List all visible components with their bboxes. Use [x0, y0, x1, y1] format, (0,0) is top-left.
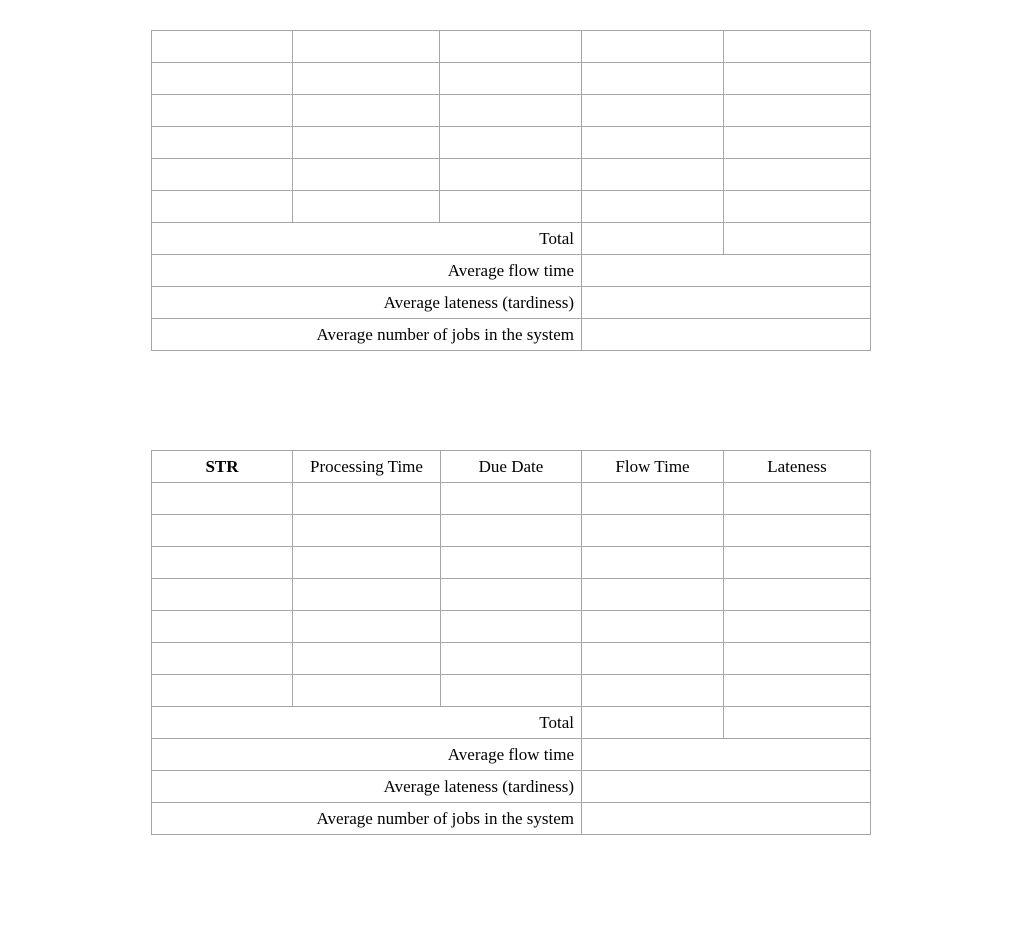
average-flow-time-row	[152, 739, 871, 771]
flow-time-cell[interactable]	[582, 31, 724, 63]
average-flow-time-label: Average flow time	[152, 739, 582, 771]
processing-time-cell[interactable]	[293, 611, 441, 643]
average-jobs-label: Average number of jobs in the system	[152, 319, 582, 351]
flow-time-cell[interactable]	[582, 95, 724, 127]
rule-cell[interactable]	[152, 159, 293, 191]
table-row	[152, 127, 871, 159]
processing-time-cell[interactable]	[293, 31, 440, 63]
flow-time-cell[interactable]	[582, 127, 724, 159]
rule-cell[interactable]	[152, 515, 293, 547]
processing-time-cell[interactable]	[293, 675, 441, 707]
lateness-total-cell[interactable]	[724, 223, 871, 255]
lateness-cell[interactable]	[724, 483, 871, 515]
rule-cell[interactable]	[152, 191, 293, 223]
flow-time-cell[interactable]	[582, 483, 724, 515]
table-row	[152, 191, 871, 223]
due-date-cell[interactable]	[440, 63, 582, 95]
average-lateness-row	[152, 287, 871, 319]
table-row	[152, 547, 871, 579]
processing-time-cell[interactable]	[293, 643, 441, 675]
header-lateness: Lateness	[724, 451, 871, 483]
processing-time-cell[interactable]	[293, 483, 441, 515]
processing-time-cell[interactable]	[293, 547, 441, 579]
rule-cell[interactable]	[152, 483, 293, 515]
schedule-table-2	[151, 450, 871, 835]
table-row	[152, 579, 871, 611]
rule-cell[interactable]	[152, 611, 293, 643]
lateness-cell[interactable]	[724, 191, 871, 223]
flow-time-total-cell[interactable]	[582, 707, 724, 739]
average-lateness-label: Average lateness (tardiness)	[152, 287, 582, 319]
due-date-cell[interactable]	[441, 675, 582, 707]
average-flow-time-row	[152, 255, 871, 287]
flow-time-cell[interactable]	[582, 159, 724, 191]
header-flow-time: Flow Time	[582, 451, 724, 483]
flow-time-cell[interactable]	[582, 63, 724, 95]
table-row	[152, 643, 871, 675]
lateness-cell[interactable]	[724, 611, 871, 643]
average-jobs-cell[interactable]	[582, 803, 871, 835]
flow-time-cell[interactable]	[582, 547, 724, 579]
flow-time-cell[interactable]	[582, 191, 724, 223]
total-row	[152, 223, 871, 255]
flow-time-cell[interactable]	[582, 643, 724, 675]
due-date-cell[interactable]	[440, 95, 582, 127]
flow-time-cell[interactable]	[582, 579, 724, 611]
processing-time-cell[interactable]	[293, 191, 440, 223]
total-label: Total	[152, 707, 582, 739]
processing-time-cell[interactable]	[293, 579, 441, 611]
rule-cell[interactable]	[152, 95, 293, 127]
rule-cell[interactable]	[152, 127, 293, 159]
processing-time-cell[interactable]	[293, 127, 440, 159]
average-jobs-row	[152, 803, 871, 835]
lateness-cell[interactable]	[724, 31, 871, 63]
processing-time-cell[interactable]	[293, 63, 440, 95]
due-date-cell[interactable]	[440, 191, 582, 223]
lateness-total-cell[interactable]	[724, 707, 871, 739]
rule-cell[interactable]	[152, 31, 293, 63]
lateness-cell[interactable]	[724, 127, 871, 159]
lateness-cell[interactable]	[724, 643, 871, 675]
lateness-cell[interactable]	[724, 547, 871, 579]
average-jobs-row	[152, 319, 871, 351]
lateness-cell[interactable]	[724, 675, 871, 707]
average-lateness-label: Average lateness (tardiness)	[152, 771, 582, 803]
table-row	[152, 31, 871, 63]
due-date-cell[interactable]	[440, 127, 582, 159]
total-row	[152, 707, 871, 739]
flow-time-cell[interactable]	[582, 515, 724, 547]
flow-time-total-cell[interactable]	[582, 223, 724, 255]
table-body	[152, 31, 871, 351]
table-row	[152, 483, 871, 515]
table-row	[152, 611, 871, 643]
header-processing-time: Processing Time	[293, 451, 441, 483]
due-date-cell[interactable]	[440, 31, 582, 63]
average-lateness-cell[interactable]	[582, 287, 871, 319]
table-row	[152, 63, 871, 95]
due-date-cell[interactable]	[441, 483, 582, 515]
processing-time-cell[interactable]	[293, 95, 440, 127]
rule-cell[interactable]	[152, 643, 293, 675]
due-date-cell[interactable]	[441, 579, 582, 611]
flow-time-cell[interactable]	[582, 611, 724, 643]
processing-time-cell[interactable]	[293, 159, 440, 191]
header-row	[152, 451, 871, 483]
average-flow-time-cell[interactable]	[582, 255, 871, 287]
average-flow-time-label: Average flow time	[152, 255, 582, 287]
schedule-table-1	[151, 30, 871, 351]
due-date-cell[interactable]	[441, 643, 582, 675]
average-jobs-label: Average number of jobs in the system	[152, 803, 582, 835]
lateness-cell[interactable]	[724, 579, 871, 611]
header-rule: STR	[152, 451, 293, 483]
rule-cell[interactable]	[152, 675, 293, 707]
lateness-cell[interactable]	[724, 63, 871, 95]
average-lateness-cell[interactable]	[582, 771, 871, 803]
table-body	[152, 451, 871, 835]
table-row	[152, 515, 871, 547]
table-row	[152, 159, 871, 191]
average-flow-time-cell[interactable]	[582, 739, 871, 771]
header-due-date: Due Date	[441, 451, 582, 483]
lateness-cell[interactable]	[724, 95, 871, 127]
due-date-cell[interactable]	[440, 159, 582, 191]
processing-time-cell[interactable]	[293, 515, 441, 547]
due-date-cell[interactable]	[441, 515, 582, 547]
total-label: Total	[152, 223, 582, 255]
average-jobs-cell[interactable]	[582, 319, 871, 351]
due-date-cell[interactable]	[441, 611, 582, 643]
lateness-cell[interactable]	[724, 515, 871, 547]
table-row	[152, 675, 871, 707]
lateness-cell[interactable]	[724, 159, 871, 191]
rule-cell[interactable]	[152, 63, 293, 95]
due-date-cell[interactable]	[441, 547, 582, 579]
flow-time-cell[interactable]	[582, 675, 724, 707]
rule-cell[interactable]	[152, 547, 293, 579]
table-row	[152, 95, 871, 127]
average-lateness-row	[152, 771, 871, 803]
rule-cell[interactable]	[152, 579, 293, 611]
